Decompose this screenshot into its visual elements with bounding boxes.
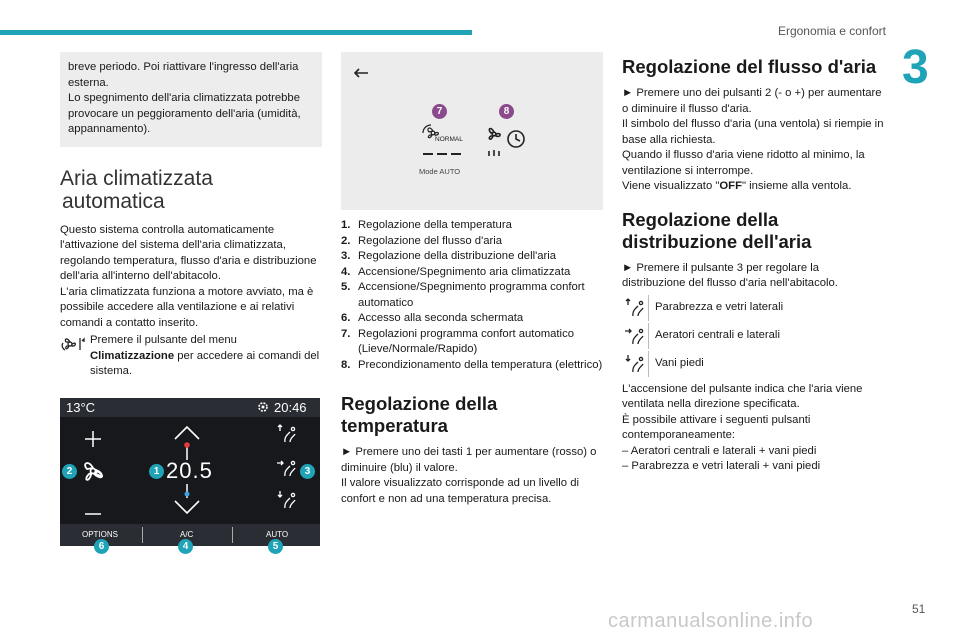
paragraph: ► Premere uno dei pulsanti 2 (- o +) per aumentare o diminuire il flusso d'aria.: [622, 87, 882, 115]
column-2: [341, 218, 603, 507]
back-arrow-icon[interactable]: [353, 66, 369, 84]
heading-airflow: Regolazione del flusso d'aria: [622, 56, 877, 77]
ac-button[interactable]: A/C: [180, 530, 194, 539]
second-screen: [341, 52, 603, 210]
item-text: Regolazioni programma confort automatico (Lieve/Normale/Rapido): [358, 327, 575, 355]
text-run: per accedere ai comandi del sistema.: [90, 349, 320, 377]
paragraph: L'accensione del pulsante indica che l'aria viene ventilata nella direzione specificata.: [622, 382, 863, 410]
heading-temperature: Regolazione della temperatura: [341, 393, 498, 436]
callout-badge: 1: [149, 464, 164, 479]
item-number: 6.: [341, 312, 351, 324]
item-text: Regolazione del flusso d'aria: [358, 234, 503, 247]
watermark: carmanualsonline.info: [608, 610, 814, 632]
list-item: [341, 234, 603, 250]
combo-item: – Aeratori centrali e laterali + vani piedi: [622, 444, 817, 457]
level-indicator: [423, 152, 461, 156]
paragraph: ► Premere il pulsante 3 per regolare la distribuzione del flusso d'aria nell'abitacolo.: [622, 261, 838, 289]
climate-screen: [60, 398, 320, 552]
legend-list: [341, 218, 603, 373]
fan-icon: [78, 456, 108, 491]
item-number: 8.: [341, 358, 351, 371]
callout-badge: 3: [300, 464, 315, 479]
off-label: OFF: [719, 180, 742, 192]
list-item: [341, 265, 603, 281]
option-label: Aeratori centrali e laterali: [655, 328, 780, 341]
list-item: [341, 280, 603, 311]
callout-badge: 6: [94, 539, 109, 554]
mode-auto-label: Mode AUTO: [419, 167, 461, 176]
climatizzazione-label: Climatizzazione: [90, 349, 175, 362]
set-temperature: 20.5: [166, 458, 213, 483]
column-3: [622, 56, 884, 475]
menu-instruction-text: [90, 333, 322, 380]
item-text: Accesso alla seconda schermata: [358, 312, 524, 324]
paragraph: È possibile attivare i seguenti pulsanti contemporaneamente:: [622, 413, 811, 441]
feet-vents-icon[interactable]: [276, 490, 298, 515]
paragraph: Il simbolo del flusso d'aria (una ventola) si riempie in base alla richiesta.: [622, 118, 884, 146]
central-side-vents-icon: [622, 323, 649, 349]
list-item: [341, 358, 603, 374]
preconditioning-icon[interactable]: [485, 124, 529, 163]
callout-badge: 2: [62, 464, 77, 479]
paragraph: [622, 179, 884, 195]
item-number: 4.: [341, 265, 351, 278]
options-button[interactable]: OPTIONS: [82, 530, 119, 539]
feet-vents-icon: [622, 351, 649, 377]
clock: 20:46: [274, 400, 307, 415]
page-number: 51: [912, 602, 926, 616]
note-line: breve periodo. Poi riattivare l'ingresso dell'aria esterna.: [68, 61, 299, 89]
section-heading-auto-climate: [60, 167, 322, 213]
distribution-option: [622, 296, 884, 320]
fan-minus-icon[interactable]: [84, 504, 102, 522]
normal-label: NORMAL: [435, 136, 463, 143]
item-number: 5.: [341, 281, 351, 293]
list-item: [341, 249, 603, 265]
list-item: [341, 218, 603, 234]
item-text: Precondizionamento della temperatura (elettrico): [358, 358, 603, 371]
item-text: Regolazione della temperatura: [358, 219, 512, 231]
paragraph: L'aria climatizzata funziona a motore avviato, ma è possibile accedere alla ventilazione e ai relativi comandi a contatto inserito.: [60, 285, 314, 329]
heading-line: Aria climatizzata: [60, 166, 213, 190]
fan-plus-icon[interactable]: [84, 430, 102, 453]
climate-menu-icon: [60, 333, 86, 355]
distribution-option: [622, 352, 884, 376]
paragraph: Questo sistema controlla automaticamente l'attivazione del sistema dell'aria climatizzata, regolando temperatura, flusso d'aria e distribuzione dell'aria all'interno dell'abitacolo.: [60, 223, 317, 282]
item-text: Regolazione della distribuzione dell'aria: [358, 250, 557, 262]
text-run: " insieme alla ventola.: [741, 180, 852, 192]
windscreen-vents-icon[interactable]: [276, 424, 298, 449]
text-run: Premere il pulsante del menu: [90, 334, 237, 346]
chapter-number: 3: [902, 41, 929, 94]
paragraph: Quando il flusso d'aria viene ridotto al minimo, la ventilazione si interrompe.: [622, 149, 865, 177]
item-text: Accensione/Spegnimento aria climatizzata: [358, 265, 571, 278]
combo-item: – Parabrezza e vetri laterali + vani piedi: [622, 460, 821, 472]
settings-icon[interactable]: [256, 400, 270, 419]
callout-badge: 4: [178, 539, 193, 554]
item-number: 7.: [341, 327, 351, 340]
item-number: 1.: [341, 219, 351, 231]
central-vents-icon[interactable]: [276, 458, 298, 483]
heading-distribution: Regolazione della distribuzione dell'aria: [622, 208, 812, 252]
item-number: 3.: [341, 250, 351, 262]
temp-down-icon[interactable]: [174, 500, 200, 519]
header-accent-bar: [0, 30, 472, 35]
list-item: [341, 311, 603, 327]
heading-line: automatica: [62, 189, 165, 213]
paragraph: ► Premere uno dei tasti 1 per aumentare (rosso) o diminuire (blu) il valore.: [341, 446, 597, 474]
paragraph: Il valore visualizzato corrisponde ad un livello di confort e non ad una temperatura precisa.: [341, 477, 579, 505]
list-item: [341, 327, 603, 358]
callout-badge: 5: [268, 539, 283, 554]
option-label: Vani piedi: [655, 356, 704, 369]
note-line: Lo spegnimento dell'aria climatizzata potrebbe provocare un peggioramento dell'aria (umidità, appannamento).: [68, 92, 301, 135]
distribution-option: [622, 324, 884, 348]
text-run: Viene visualizzato ": [622, 180, 720, 192]
item-number: 2.: [341, 234, 351, 247]
callout-badge: 8: [499, 104, 514, 119]
column-1: [60, 52, 322, 380]
option-label: Parabrezza e vetri laterali: [655, 300, 784, 313]
section-title: Ergonomia e confort: [777, 24, 886, 38]
auto-button[interactable]: AUTO: [266, 530, 289, 539]
item-text: Accensione/Spegnimento programma confort automatico: [358, 281, 585, 309]
outside-temperature: 13°C: [66, 400, 96, 415]
windscreen-vents-icon: [622, 295, 649, 321]
callout-badge: 7: [432, 104, 447, 119]
note-box: [60, 52, 322, 147]
menu-instruction: [60, 333, 322, 380]
